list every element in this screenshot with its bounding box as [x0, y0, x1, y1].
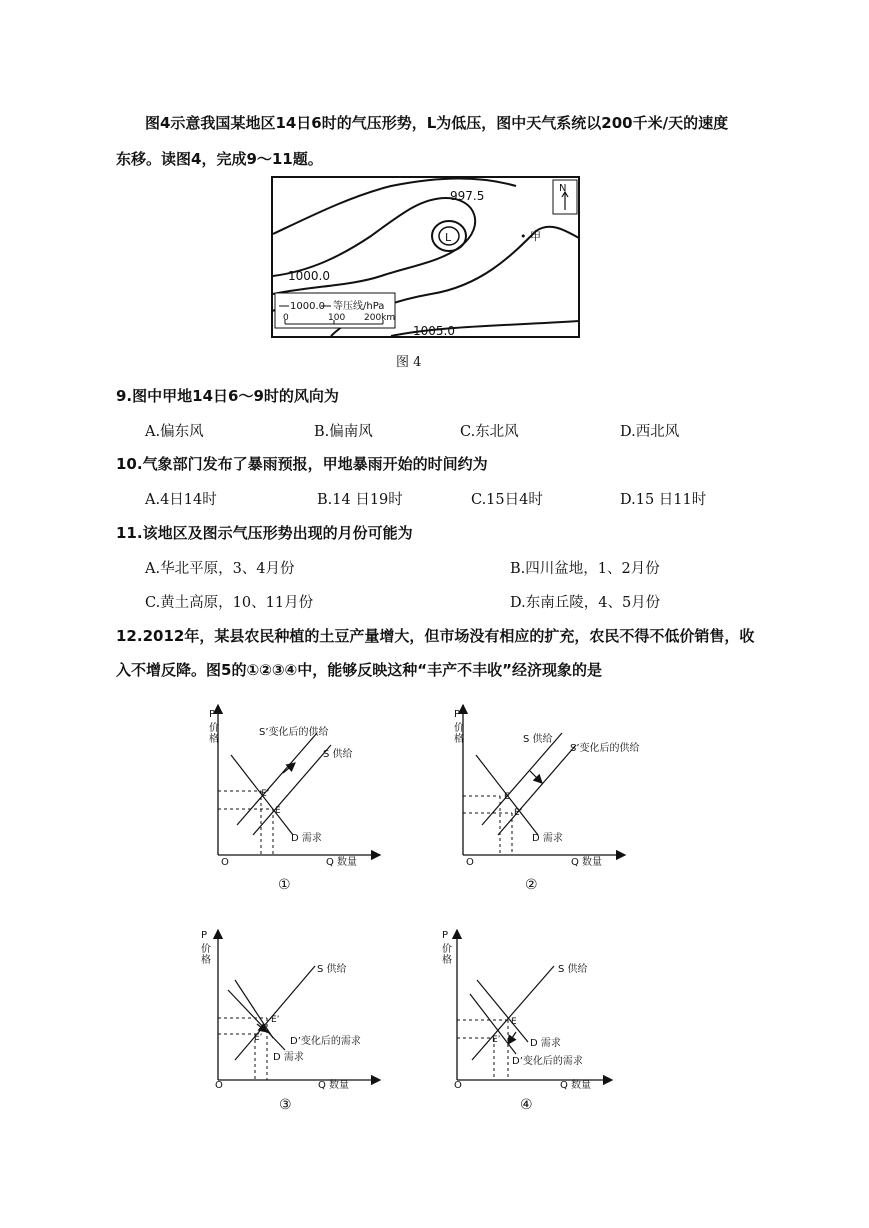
isobar-9975 — [273, 179, 516, 235]
e-new-label: E’ — [514, 808, 523, 818]
graph-number: ④ — [520, 1097, 533, 1113]
demand-curve — [235, 980, 273, 1038]
price-label: 价 — [201, 944, 211, 955]
q11-option-c: C.黄土高原，10、11月份 — [145, 595, 314, 611]
price-label: 价 — [209, 723, 219, 734]
e-new-label: E’ — [492, 1035, 501, 1045]
q10-option-a: A.4日14时 — [145, 492, 217, 508]
isobar-label-1005: 1005.0 — [413, 324, 455, 338]
q12-line-2: 入不增反降。图5的①②③④中，能够反映这种“丰产不丰收”经济现象的是 — [116, 661, 602, 679]
price-label-2: 格 — [201, 955, 211, 966]
d-label: D 需求 — [291, 833, 322, 844]
q11-option-b: B.四川盆地，1、2月份 — [510, 561, 660, 577]
q12-line-1: 12.2012年，某县农民种植的土豆产量增大，但市场没有相应的扩充，农民不得不低价销售，收 — [116, 627, 755, 645]
graph-2 — [450, 695, 670, 895]
p-label: P — [209, 709, 216, 720]
low-label: L — [445, 231, 452, 244]
graph-number: ② — [525, 877, 538, 893]
q11-option-d: D.东南丘陵，4、5月份 — [510, 595, 661, 611]
demand-new-curve — [470, 994, 516, 1054]
price-label-2: 格 — [209, 734, 219, 745]
price-label: 价 — [442, 944, 452, 955]
q10-option-c: C.15日4时 — [471, 492, 543, 508]
pressure-map — [271, 176, 581, 340]
d-label: D 需求 — [530, 1038, 561, 1049]
figure-4-caption: 图 4 — [396, 355, 422, 370]
graph-number: ③ — [279, 1097, 292, 1113]
q9-stem: 9.图中甲地14日6～9时的风向为 — [116, 387, 339, 405]
q10-option-b: B.14 日19时 — [317, 492, 403, 508]
qty-label: Q 数量 — [571, 857, 603, 868]
price-label-2: 格 — [442, 955, 452, 966]
isobar-label-1000: 1000.0 — [288, 269, 330, 283]
s-label: S 供给 — [317, 964, 347, 975]
scale-100: 100 — [328, 313, 346, 323]
graph-4 — [432, 920, 622, 1120]
d-label: D 需求 — [532, 833, 563, 844]
point-jia: • 甲 — [520, 230, 541, 243]
e-label: E — [511, 1017, 517, 1027]
q11-option-a: A.华北平原，3、4月份 — [145, 561, 295, 577]
graph-number: ① — [278, 877, 291, 893]
qty-label: Q 数量 — [318, 1080, 350, 1091]
q9-option-a: A.偏东风 — [145, 424, 204, 440]
graph-3 — [195, 920, 405, 1120]
p-label: P — [442, 930, 449, 941]
scale-200: 200km — [364, 313, 396, 323]
intro-line-2: 东移。读图4，完成9～11题。 — [116, 150, 323, 168]
price-label-2: 格 — [454, 734, 464, 745]
origin-label: O — [454, 1080, 462, 1091]
e-label: E — [275, 806, 281, 816]
s-new-label: S’变化后的供给 — [570, 743, 640, 754]
q11-stem: 11.该地区及图示气压形势出现的月份可能为 — [116, 524, 413, 542]
d-new-label: D’变化后的需求 — [290, 1036, 361, 1047]
s-label: S 供给 — [523, 734, 553, 745]
d-label: D 需求 — [273, 1052, 304, 1063]
e-label: E — [504, 792, 510, 802]
e-label: E’ — [254, 1033, 263, 1043]
s-label: S 供给 — [323, 749, 353, 760]
q9-option-c: C.东北风 — [460, 424, 519, 440]
d-new-label: D’变化后的需求 — [512, 1056, 583, 1067]
scale-0: 0 — [283, 313, 289, 323]
supply-new-curve — [498, 745, 576, 835]
graph-1 — [205, 695, 405, 895]
q9-option-d: D.西北风 — [620, 424, 680, 440]
e-new-label: E’ — [271, 1015, 280, 1025]
p-label: P — [454, 709, 461, 720]
legend-label: 等压线/hPa — [333, 301, 385, 312]
qty-label: Q 数量 — [560, 1080, 592, 1091]
intro-line-1: 图4示意我国某地区14日6时的气压形势，L为低压，图中天气系统以200千米/天的速度 — [145, 114, 729, 132]
legend-iso: 1000.0 — [290, 301, 325, 312]
origin-label: O — [466, 857, 474, 868]
e-new-label: E’ — [261, 789, 270, 799]
q10-option-d: D.15 日11时 — [620, 492, 707, 508]
q9-option-b: B.偏南风 — [314, 424, 373, 440]
demand-curve — [477, 980, 528, 1042]
price-label: 价 — [454, 723, 464, 734]
origin-label: O — [215, 1080, 223, 1091]
s-new-label: S’变化后的供给 — [259, 727, 329, 738]
p-label: P — [201, 930, 208, 941]
s-label: S 供给 — [558, 964, 588, 975]
isobar-label-9975: 997.5 — [450, 189, 485, 203]
qty-label: Q 数量 — [326, 857, 358, 868]
north-label: N — [559, 183, 567, 194]
q10-stem: 10.气象部门发布了暴雨预报，甲地暴雨开始的时间约为 — [116, 455, 488, 473]
origin-label: O — [221, 857, 229, 868]
